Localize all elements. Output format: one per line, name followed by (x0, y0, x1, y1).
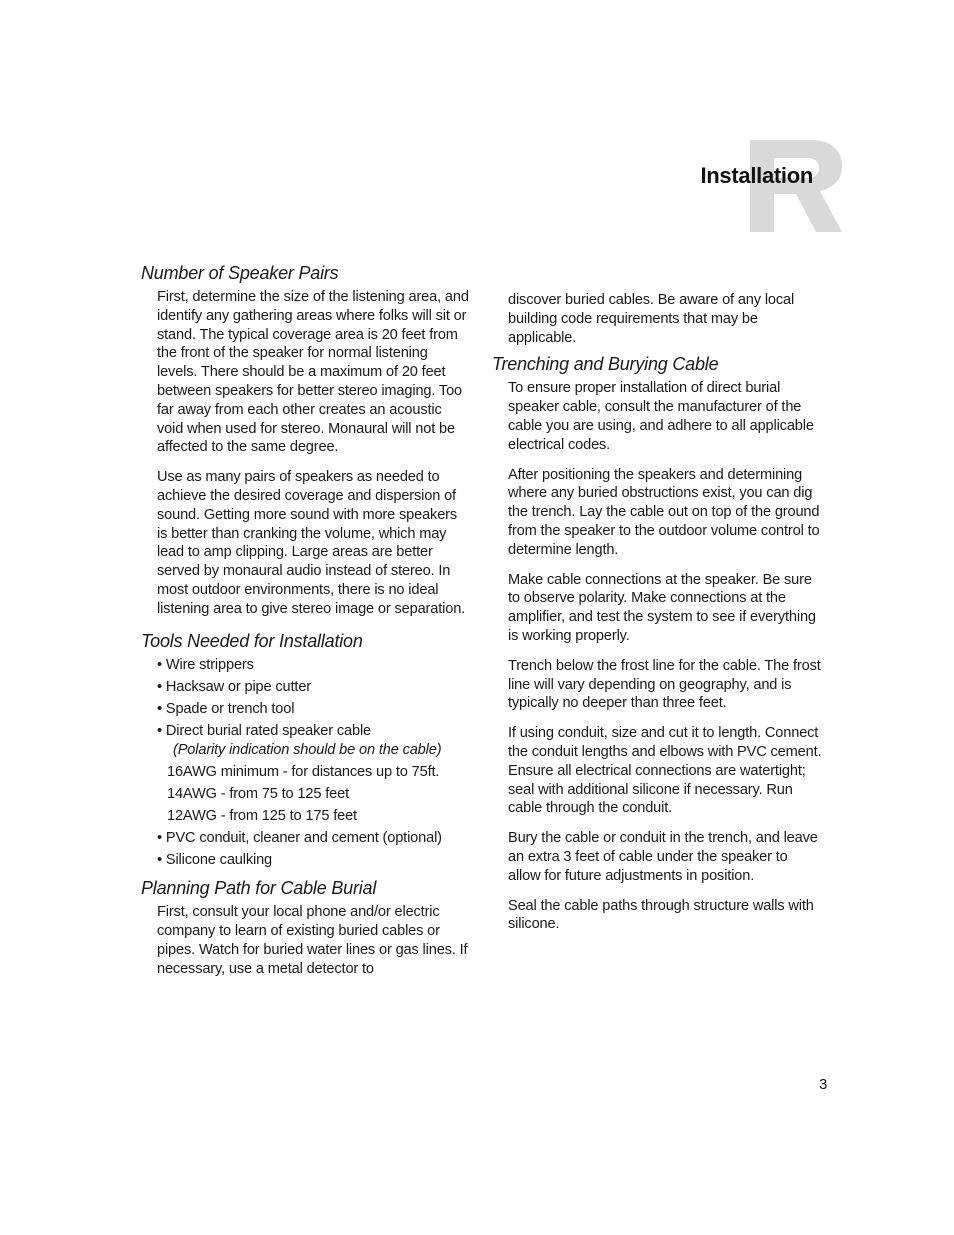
list-item: • Silicone caulking (157, 851, 273, 868)
paragraph: Bury the cable or conduit in the trench, and leave an extra 3 feet of cable under the speaker to allow for future adjustments in position. (508, 830, 818, 884)
section-speaker-pairs (141, 262, 471, 619)
section-heading: Number of Speaker Pairs (141, 263, 339, 283)
paragraph: Trench below the frost line for the cable. The frost line will vary depending on geography, and is typically no deeper than three feet. (508, 657, 821, 712)
paragraph: After positioning the speakers and determining where any buried obstructions exist, you can dig the trench. Lay the cable out on top of the ground from the speaker to the outdoor volume control to determine length. (508, 466, 820, 558)
list-item: • PVC conduit, cleaner and cement (optional) (157, 829, 442, 846)
cable-gauge-line: 12AWG - from 125 to 175 feet (167, 807, 357, 824)
section-heading: Trenching and Burying Cable (492, 354, 719, 375)
right-column (492, 291, 822, 945)
cable-gauge-line: 16AWG minimum - for distances up to 75ft. (167, 764, 440, 781)
cable-polarity-note: (Polarity indication should be on the cable) (173, 742, 442, 759)
tools-list (157, 656, 471, 870)
list-item: • Wire strippers (157, 656, 254, 673)
section-tools (141, 630, 471, 870)
paragraph: First, consult your local phone and/or electric company to learn of existing buried cables or pipes. Watch for buried water lines or gas lines. If necessary, use a metal detector to (157, 904, 468, 977)
paragraph: Make cable connections at the speaker. Be sure to observe polarity. Make connections at the amplifier, and test the system to see if everything is working properly. (508, 571, 816, 644)
paragraph: To ensure proper installation of direct burial speaker cable, consult the manufacturer of the cable you are using, and adhere to all applicable electrical codes. (508, 380, 814, 453)
paragraph: If using conduit, size and cut it to length. Connect the conduit lengths and elbows with PVC cement. Ensure all electrical connections are watertight; seal with additional silicone if necessary. Run cable through the conduit. (508, 725, 822, 817)
left-column (141, 262, 471, 990)
paragraph: First, determine the size of the listening area, and identify any gathering areas where folks will sit or stand. The typical coverage area is 20 feet from the front of the speaker for normal listening levels. There should be a maximum of 20 feet between speakers for better stereo imaging. Too far away from each other creates an acoustic void when used for stereo. Monaural will not be affected to the same degree. (157, 289, 469, 456)
list-item: • Spade or trench tool (157, 700, 295, 717)
paragraph: Use as many pairs of speakers as needed to achieve the desired coverage and dispersion of sound. Getting more sound with more speakers is better than cranking the volume, which may lead to amp clipping. Large areas are better served by monaural audio instead of stereo. In most outdoor environments, there is no ideal listening area to give stereo image or separation. (157, 469, 466, 617)
section-planning (141, 877, 471, 978)
cable-gauge-line: 14AWG - from 75 to 125 feet (167, 785, 349, 802)
paragraph: discover buried cables. Be aware of any local building code requirements that may be applicable. (508, 292, 795, 346)
section-trenching (492, 353, 822, 934)
page-number: 3 (819, 1076, 828, 1093)
page-title: Installation (700, 163, 813, 188)
section-heading: Tools Needed for Installation (141, 630, 363, 651)
paragraph: Seal the cable paths through structure walls with silicone. (508, 897, 814, 933)
list-item: • Hacksaw or pipe cutter (157, 678, 311, 695)
section-heading: Planning Path for Cable Burial (141, 878, 377, 899)
list-item: • Direct burial rated speaker cable (Polarity indication should be on the cable) 16AWG minimum - for distances up to 75ft. 14AWG - from 75 to 125 feet 12AWG - from 125 to 175 feet (157, 722, 471, 826)
